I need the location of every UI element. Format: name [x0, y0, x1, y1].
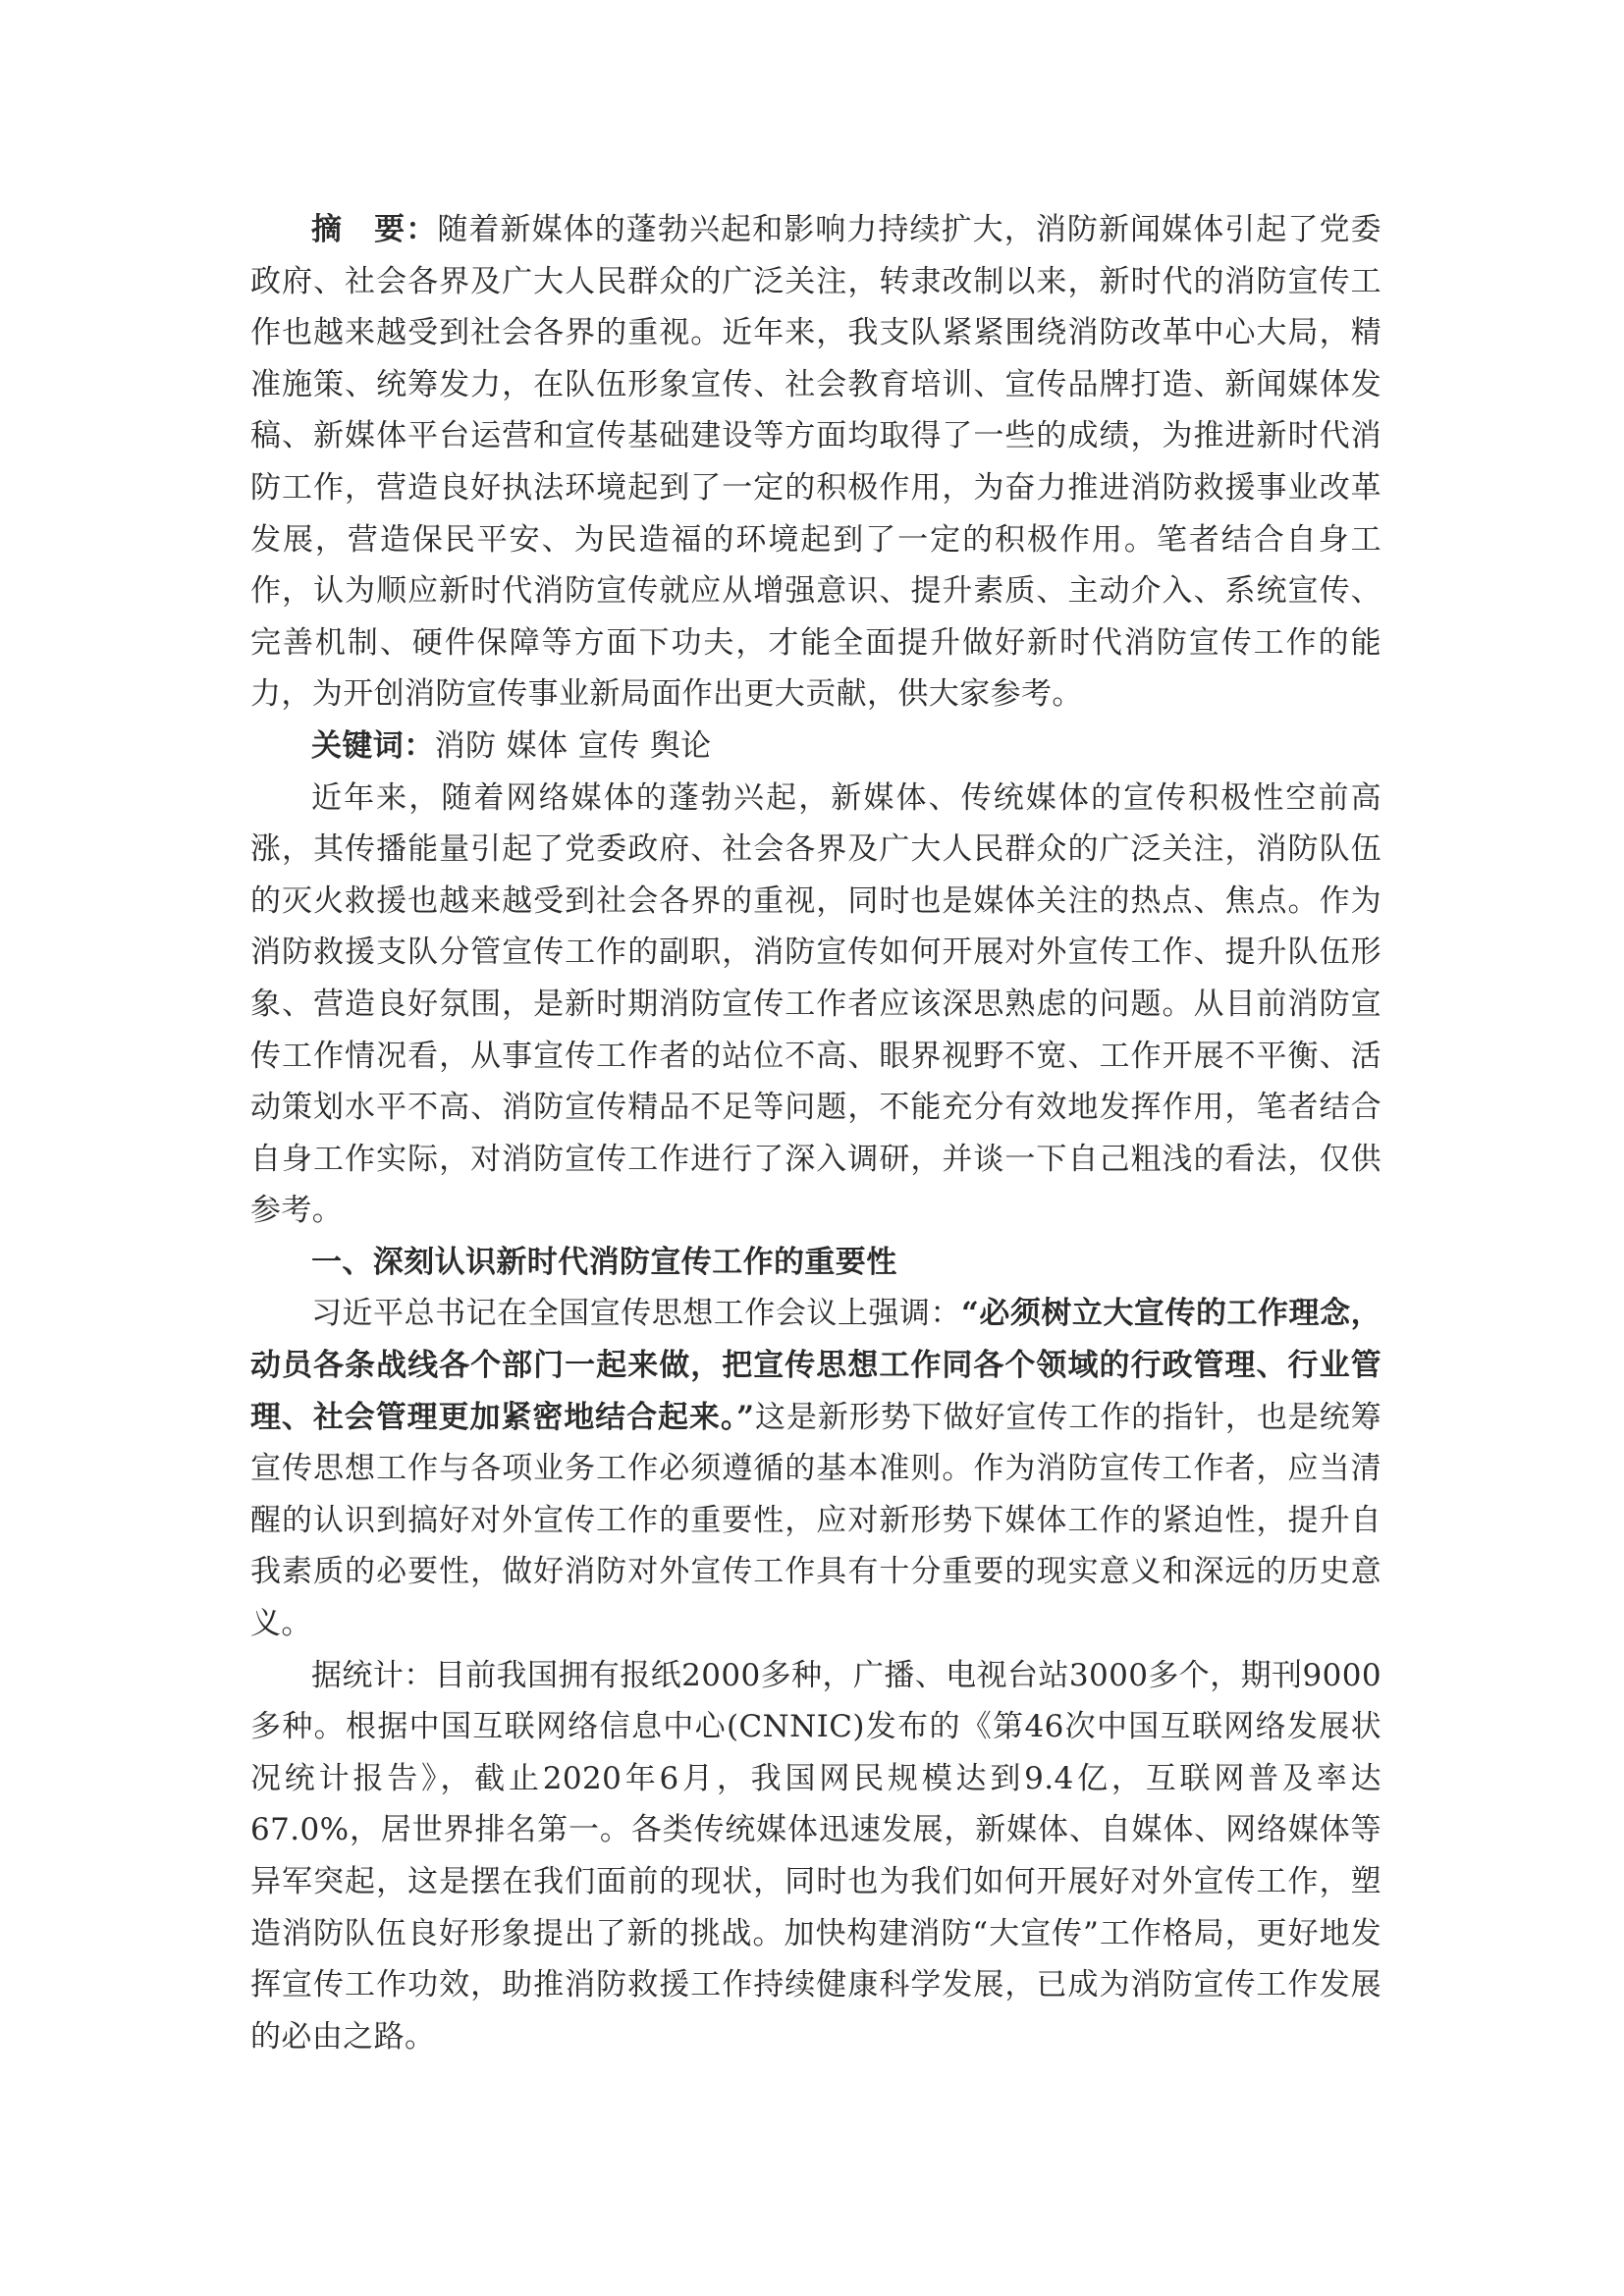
keywords-label: 关键词： — [311, 727, 435, 764]
keywords-text: 消防 媒体 宣传 舆论 — [434, 727, 712, 764]
quote-lead-text: 习近平总书记在全国宣传思想工作会议上强调： — [311, 1296, 961, 1332]
statistics-paragraph: 据统计：目前我国拥有报纸2000多种，广播、电视台站3000多个，期刊9000多种。根据中国互联网络信息中心(CNNIC)发布的《第46次中国互联网络发展状况统计报告》，截止2020年6月，我国网民规模达到9.4亿，互联网普及率达67.0%，居世界排名第一。各类传统媒体迅速发展，新媒体、自媒体、网络媒体等异军突起，这是摆在我们面前的现状，同时也为我们如何开展好对外宣传工作，塑造消防队伍良好形象提出了新的挑战。加快构建消防“大宣传”工作格局，更好地发挥宣传工作功效，助推消防救援工作持续健康科学发展，已成为消防宣传工作发展的必由之路。 — [250, 1657, 1381, 2055]
abstract-label: 摘 要： — [311, 212, 438, 247]
quote-text: “必须树立大宣传的工作理念，动员各条战线各个部门一起来做，把宣传思想工作同各个领域的行政管理、行业管理、社会管理更加紧密地结合起来。” — [250, 1296, 1381, 1435]
abstract-paragraph — [250, 204, 1381, 721]
quote-follow-text: 这是新形势下做好宣传工作的指针，也是统筹宣传思想工作与各项业务工作必须遵循的基本准则。作为消防宣传工作者，应当清醒的认识到搞好对外宣传工作的重要性，应对新形势下媒体工作的紧迫性，提升自我素质的必要性，做好消防对外宣传工作具有十分重要的现实意义和深远的历史意义。 — [250, 1399, 1381, 1642]
abstract-text: 随着新媒体的蓬勃兴起和影响力持续扩大，消防新闻媒体引起了党委政府、社会各界及广大人民群众的广泛关注，转隶改制以来，新时代的消防宣传工作也越来越受到社会各界的重视。近年来，我支队紧紧围绕消防改革中心大局，精准施策、统筹发力，在队伍形象宣传、社会教育培训、宣传品牌打造、新闻媒体发稿、新媒体平台运营和宣传基础建设等方面均取得了一些的成绩，为推进新时代消防工作，营造良好执法环境起到了一定的积极作用，为奋力推进消防救援事业改革发展，营造保民平安、为民造福的环境起到了一定的积极作用。笔者结合自身工作，认为顺应新时代消防宣传就应从增强意识、提升素质、主动介入、系统宣传、完善机制、硬件保障等方面下功夫，才能全面提升做好新时代消防宣传工作的能力，为开创消防宣传事业新局面作出更大贡献，供大家参考。 — [250, 212, 1382, 713]
section-heading: 一、深刻认识新时代消防宣传工作的重要性 — [311, 1244, 897, 1280]
section-paragraph-quote — [250, 1288, 1381, 1649]
document-body — [250, 204, 1381, 2062]
intro-paragraph: 近年来，随着网络媒体的蓬勃兴起，新媒体、传统媒体的宣传积极性空前高涨，其传播能量引起了党委政府、社会各界及广大人民群众的广泛关注，消防队伍的灭火救援也越来越受到社会各界的重视，同时也是媒体关注的热点、焦点。作为消防救援支队分管宣传工作的副职，消防宣传如何开展对外宣传工作、提升队伍形象、营造良好氛围，是新时期消防宣传工作者应该深思熟虑的问题。从目前消防宣传工作情况看，从事宣传工作者的站位不高、眼界视野不宽、工作开展不平衡、活动策划水平不高、消防宣传精品不足等问题，不能充分有效地发挥作用，笔者结合自身工作实际，对消防宣传工作进行了深入调研，并谈一下自己粗浅的看法，仅供参考。 — [250, 779, 1381, 1229]
keywords-paragraph — [250, 721, 1381, 773]
